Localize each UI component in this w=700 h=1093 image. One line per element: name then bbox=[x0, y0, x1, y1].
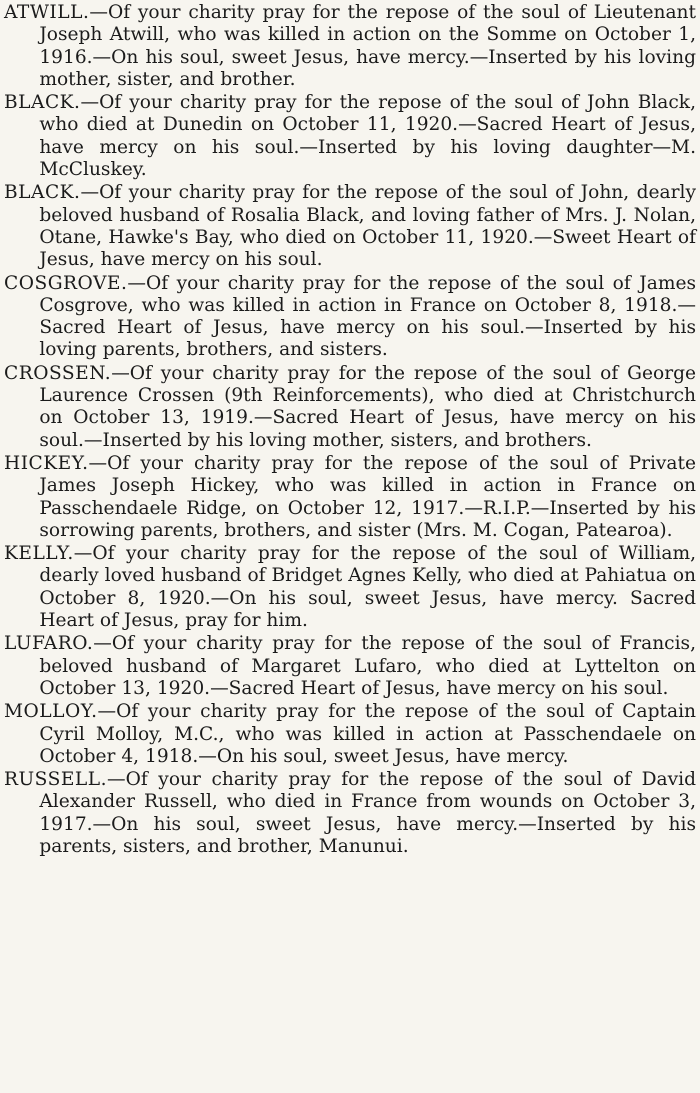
notice-cosgrove bbox=[4, 273, 696, 362]
notice-text: —Of your charity pray for the repose of the soul of James Cosgrove, who was killed in action in France on October 8, 1918.—Sacred Heart of Jesus, have mercy on his soul.—Inserted by his loving parents, brothers, and sisters. bbox=[39, 272, 696, 361]
notice-kelly bbox=[4, 543, 696, 632]
notice-surname: COSGROVE. bbox=[4, 272, 128, 294]
notice-surname: ATWILL. bbox=[4, 2, 90, 23]
notice-molloy bbox=[4, 701, 696, 768]
notice-surname: RUSSELL. bbox=[4, 769, 107, 791]
notice-text: —Of your charity pray for the repose of the soul of David Alexander Russell, who died in France from wounds on October 3, 1917.—On his soul, sweet Jesus, have mercy.—Inserted by his parents, sisters, and brother, Manunui. bbox=[39, 769, 696, 857]
notice-surname: BLACK. bbox=[4, 182, 81, 204]
notice-surname: CROSSEN. bbox=[4, 362, 112, 384]
notice-text: —Of your charity pray for the repose of the soul of Lieutenant Joseph Atwill, who was killed in action on the Somme on October 1, 1916.—On his soul, sweet Jesus, have mercy.—Inserted by his loving mother, sister, and brother. bbox=[39, 2, 696, 90]
notice-atwill bbox=[4, 2, 696, 91]
notice-text: —Of your charity pray for the repose of the soul of William, dearly loved husband of Bridget Agnes Kelly, who died at Pahiatua on October 8, 1920.—On his soul, sweet Jesus, have mercy. Sacred Heart of Jesus, pray for him. bbox=[39, 543, 696, 632]
notice-surname: BLACK. bbox=[4, 92, 81, 114]
notice-text: —Of your charity pray for the repose of the soul of George Laurence Crossen (9th Reinforcements), who died at Christchurch on October 13, 1919.—Sacred Heart of Jesus, have mercy on his soul.—Inserted by his loving mother, sisters, and brothers. bbox=[39, 362, 696, 451]
notice-lufaro bbox=[4, 633, 696, 700]
notice-surname: HICKEY. bbox=[4, 452, 89, 474]
notice-black-2 bbox=[4, 182, 696, 271]
notice-russell bbox=[4, 769, 696, 858]
notice-text: —Of your charity pray for the repose of the soul of John Black, who died at Dunedin on October 11, 1920.—Sacred Heart of Jesus, have mercy on his soul.—Inserted by his loving daughter—M. McCluskey. bbox=[39, 92, 696, 181]
notice-surname: KELLY. bbox=[4, 543, 74, 565]
notice-crossen bbox=[4, 363, 696, 452]
notice-hickey bbox=[4, 453, 696, 542]
notice-text: —Of your charity pray for the repose of the soul of Captain Cyril Molloy, M.C., who was killed in action at Passchendaele on October 4, 1918.—On his soul, sweet Jesus, have mercy. bbox=[39, 701, 696, 767]
notice-surname: LUFARO. bbox=[4, 633, 94, 655]
notice-text: —Of your charity pray for the repose of the soul of Francis, beloved husband of Margaret Lufaro, who died at Lyttelton on October 13, 1920.—Sacred Heart of Jesus, have mercy on his soul. bbox=[39, 633, 696, 699]
notice-black-1 bbox=[4, 92, 696, 181]
notice-text: —Of your charity pray for the repose of the soul of John, dearly beloved husband of Rosalia Black, and loving father of Mrs. J. Nolan, Otane, Hawke's Bay, who died on October 11, 1920.—Sweet Heart of Jesus, have mercy on his soul. bbox=[39, 182, 696, 271]
notice-surname: MOLLOY. bbox=[4, 701, 98, 723]
notice-text: —Of your charity pray for the repose of the soul of Private James Joseph Hickey, who was killed in action in France on Passchendaele Ridge, on October 12, 1917.—R.I.P.—Inserted by his sorrowing parents, brothers, and sister (Mrs. M. Cogan, Patearoa). bbox=[39, 452, 696, 541]
